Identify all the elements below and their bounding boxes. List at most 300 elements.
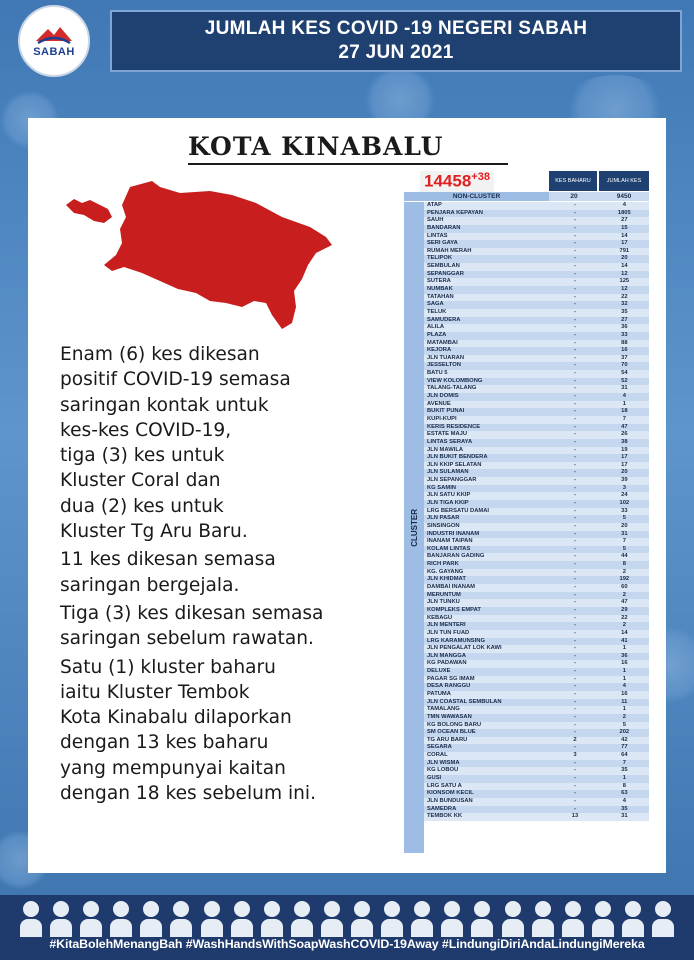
person-figure-icon	[592, 901, 614, 937]
cluster-new-cases: -	[574, 301, 576, 308]
table-row	[424, 508, 649, 516]
cluster-new-cases: -	[574, 675, 576, 682]
total-new-cases: +38	[471, 171, 490, 183]
cluster-name: JLN COASTAL SEMBULAN	[427, 698, 502, 705]
cluster-total-cases: 22	[621, 614, 628, 621]
table-row	[424, 569, 649, 577]
table-row	[424, 691, 649, 699]
cluster-name: LINTAS	[427, 232, 448, 239]
table-row	[424, 553, 649, 561]
cluster-total-cases: 202	[619, 729, 630, 736]
health-workers-figures-icon	[20, 895, 674, 937]
cluster-new-cases: -	[574, 492, 576, 499]
cluster-new-cases: -	[574, 324, 576, 331]
cluster-name: RUMAH MERAH	[427, 247, 472, 254]
cluster-total-cases: 44	[621, 553, 628, 560]
cluster-name: RICH PARK	[427, 561, 459, 568]
cluster-new-cases: -	[574, 545, 576, 552]
table-row	[424, 706, 649, 714]
cluster-total-cases: 8	[622, 561, 626, 568]
cluster-name: DAMBAI INANAM	[427, 584, 475, 591]
table-row	[424, 607, 649, 615]
total-cases	[420, 171, 494, 192]
cluster-total-cases: 33	[621, 331, 628, 338]
kota-kinabalu-map-icon	[60, 173, 360, 333]
table-row	[424, 362, 649, 370]
cluster-new-cases: -	[574, 538, 576, 545]
cluster-name: ESTATE MAJU	[427, 431, 468, 438]
cluster-name: JLN PASAR	[427, 515, 460, 522]
cluster-name: KG PADAWAN	[427, 660, 467, 667]
cluster-new-cases: -	[574, 713, 576, 720]
table-row	[424, 408, 649, 416]
cluster-new-cases: -	[574, 606, 576, 613]
table-row	[424, 592, 649, 600]
cluster-total-cases: 31	[621, 813, 628, 820]
cluster-name: TALANG-TALANG	[427, 385, 477, 392]
table-row	[424, 202, 649, 210]
cluster-name: SAMEDRA	[427, 805, 457, 812]
table-row	[424, 546, 649, 554]
cluster-name: SEMBULAN	[427, 263, 460, 270]
table-row	[424, 492, 649, 500]
cluster-side-label	[404, 202, 424, 853]
person-figure-icon	[622, 901, 644, 937]
cluster-total-cases: 47	[621, 599, 628, 606]
district-panel	[28, 118, 666, 873]
cluster-total-cases: 63	[621, 790, 628, 797]
cluster-total-cases: 1	[622, 775, 626, 782]
cluster-total-cases: 35	[621, 805, 628, 812]
cluster-new-cases: -	[574, 263, 576, 270]
table-row	[424, 515, 649, 523]
table-row	[424, 599, 649, 607]
cluster-new-cases: -	[574, 744, 576, 751]
person-figure-icon	[441, 901, 463, 937]
cluster-name: JLN MAWILA	[427, 446, 464, 453]
cluster-name: SAGA	[427, 301, 444, 308]
cluster-total-cases: 35	[621, 308, 628, 315]
person-figure-icon	[201, 901, 223, 937]
non-cluster-row	[404, 192, 649, 201]
table-row	[424, 278, 649, 286]
cluster-name: KEJORA	[427, 347, 452, 354]
person-figure-icon	[231, 901, 253, 937]
person-figure-icon	[652, 901, 674, 937]
cluster-name: KUPI-KUPI	[427, 415, 457, 422]
table-row	[424, 347, 649, 355]
table-row	[424, 447, 649, 455]
cluster-new-cases: -	[574, 797, 576, 804]
cluster-name: TMN WAWASAN	[427, 713, 472, 720]
cluster-name: PATUMA	[427, 691, 451, 697]
cluster-name: SINSINGON	[427, 522, 460, 529]
cluster-total-cases: 1805	[617, 209, 631, 216]
table-row	[424, 332, 649, 340]
cluster-total-cases: 2	[622, 568, 626, 575]
cluster-new-cases: -	[574, 652, 576, 659]
cluster-new-cases: -	[574, 202, 576, 208]
table-row	[424, 615, 649, 623]
cluster-new-cases: -	[574, 278, 576, 285]
table-row	[424, 217, 649, 225]
cluster-total-cases: 8	[622, 782, 626, 789]
table-row	[424, 653, 649, 661]
cluster-new-cases: -	[574, 683, 576, 690]
cluster-total-cases: 20	[621, 522, 628, 529]
cluster-total-cases: 791	[619, 247, 630, 254]
cluster-name: KEBAGU	[427, 614, 453, 621]
cluster-total-cases: 16	[621, 691, 628, 697]
cluster-new-cases: -	[574, 729, 576, 736]
cluster-new-cases: -	[574, 400, 576, 407]
cluster-total-cases: 14	[621, 232, 628, 239]
cluster-name: BANJARAN GADING	[427, 553, 485, 560]
cluster-name: SEGARA	[427, 744, 452, 751]
cluster-new-cases: -	[574, 698, 576, 705]
cluster-new-cases: 3	[573, 752, 577, 759]
person-figure-icon	[321, 901, 343, 937]
cluster-name: PENJARA KEPAYAN	[427, 209, 483, 216]
cluster-total-cases: 4	[622, 393, 626, 400]
cluster-new-cases: -	[574, 645, 576, 652]
cluster-name: JLN PENGALAT LOK KAWI	[427, 645, 502, 652]
person-figure-icon	[532, 901, 554, 937]
cluster-new-cases: -	[574, 576, 576, 583]
cluster-name: KOLAM LINTAS	[427, 545, 471, 552]
cluster-new-cases: -	[574, 599, 576, 606]
cluster-new-cases: -	[574, 270, 576, 277]
cluster-new-cases: -	[574, 255, 576, 262]
cluster-total-cases: 39	[621, 477, 628, 484]
cluster-new-cases: -	[574, 553, 576, 560]
cluster-name: TELUK	[427, 308, 447, 315]
cluster-total-cases: 3	[622, 484, 626, 491]
cluster-table	[424, 202, 649, 821]
cluster-new-cases: -	[574, 584, 576, 591]
cluster-total-cases: 1	[622, 675, 626, 682]
total-cases-value: 14458	[424, 171, 472, 191]
cluster-total-cases: 17	[621, 461, 628, 468]
table-row	[424, 790, 649, 798]
table-row	[424, 462, 649, 470]
cluster-name: JLN TUN FUAD	[427, 629, 470, 636]
cluster-new-cases: -	[574, 354, 576, 361]
cluster-new-cases: -	[574, 415, 576, 422]
cluster-name: JLN BUNDUSAN	[427, 797, 473, 804]
cluster-name: DELUXE	[427, 668, 451, 675]
cluster-total-cases: 38	[621, 438, 628, 445]
cluster-name: INDUSTRI INANAM	[427, 530, 480, 537]
cluster-total-cases: 24	[621, 492, 628, 499]
cluster-total-cases: 192	[619, 576, 630, 583]
table-row	[424, 416, 649, 424]
cluster-new-cases: -	[574, 614, 576, 621]
cluster-name: JLN KHIDMAT	[427, 576, 466, 583]
cluster-total-cases: 7	[622, 415, 626, 422]
cluster-total-cases: 17	[621, 240, 628, 247]
cluster-total-cases: 42	[621, 736, 628, 743]
person-figure-icon	[502, 901, 524, 937]
table-row	[424, 378, 649, 386]
person-figure-icon	[291, 901, 313, 937]
cluster-name: PAGAR SG IMAM	[427, 675, 475, 682]
cluster-name: SM OCEAN BLUE	[427, 729, 476, 736]
cluster-name: TAMALANG	[427, 706, 460, 713]
cluster-total-cases: 1	[622, 706, 626, 713]
cluster-total-cases: 4	[622, 797, 626, 804]
cluster-total-cases: 88	[621, 339, 628, 346]
cluster-new-cases: -	[574, 759, 576, 766]
table-row	[424, 431, 649, 439]
cluster-name: KG SAMIN	[427, 484, 456, 491]
cluster-total-cases: 15	[621, 224, 628, 231]
cluster-name: JLN BUKIT BENDERA	[427, 454, 488, 461]
table-row	[424, 722, 649, 730]
column-header-new-cases: KES BAHARU	[549, 171, 597, 191]
cluster-name: MATAMBAI	[427, 339, 458, 346]
cluster-total-cases: 2	[622, 713, 626, 720]
cluster-new-cases: -	[574, 370, 576, 377]
table-row	[424, 760, 649, 768]
table-row	[424, 248, 649, 256]
cluster-total-cases: 27	[621, 217, 628, 224]
cluster-total-cases: 22	[621, 293, 628, 300]
cluster-name: JESSELTON	[427, 362, 461, 369]
table-row	[424, 531, 649, 539]
cluster-name: KOMPLEKS EMPAT	[427, 606, 481, 613]
cluster-new-cases: -	[574, 423, 576, 430]
person-figure-icon	[80, 901, 102, 937]
cluster-new-cases: -	[574, 209, 576, 216]
table-row	[424, 263, 649, 271]
cluster-new-cases: 13	[571, 813, 579, 820]
cluster-name: VIEW KOLOMBONG	[427, 377, 483, 384]
cluster-name: DESA RANGGU	[427, 683, 471, 690]
cluster-total-cases: 27	[621, 316, 628, 323]
table-row	[424, 301, 649, 309]
cluster-total-cases: 64	[621, 752, 628, 759]
cluster-total-cases: 12	[621, 286, 628, 293]
district-title: KOTA KINABALU	[188, 132, 444, 161]
cluster-new-cases: -	[574, 790, 576, 797]
cluster-total-cases: 33	[621, 507, 628, 514]
table-row	[424, 210, 649, 218]
cluster-name: NUMBAK	[427, 286, 453, 293]
table-row	[424, 638, 649, 646]
table-row	[424, 737, 649, 745]
cluster-label: CLUSTER	[409, 508, 419, 547]
page-header	[110, 10, 682, 72]
cluster-new-cases: -	[574, 522, 576, 529]
table-row	[424, 225, 649, 233]
cluster-new-cases: -	[574, 622, 576, 629]
description-paragraph: Enam (6) kes dikesan positif COVID-19 semasa saringan kontak untuk kes-kes COVID-19, tiga (3) kes untuk Kluster Coral dan dua (2) kes untuk Kluster Tg Aru Baru.	[60, 344, 291, 543]
table-row	[424, 370, 649, 378]
cluster-name: SAMUDERA	[427, 316, 461, 323]
cluster-total-cases: 14	[621, 263, 628, 270]
cluster-new-cases: -	[574, 637, 576, 644]
table-row	[424, 683, 649, 691]
table-row	[424, 798, 649, 806]
cluster-name: SUTERA	[427, 278, 451, 285]
cluster-total-cases: 16	[621, 660, 628, 667]
table-row	[424, 813, 649, 821]
table-row	[424, 401, 649, 409]
table-row	[424, 622, 649, 630]
cluster-new-cases: -	[574, 240, 576, 247]
cluster-name: LRG KARAMUNSING	[427, 637, 485, 644]
cluster-total-cases: 37	[621, 354, 628, 361]
title-underline	[188, 163, 508, 165]
person-figure-icon	[20, 901, 42, 937]
cluster-name: SAUH	[427, 217, 444, 224]
cluster-total-cases: 32	[621, 301, 628, 308]
description-paragraph: Satu (1) kluster baharu iaitu Kluster Tembok Kota Kinabalu dilaporkan dengan 13 kes baharu yang mempunyai kaitan dengan 18 kes sebelum ini.	[60, 656, 316, 805]
cluster-total-cases: 102	[619, 499, 630, 506]
cluster-name: PLAZA	[427, 331, 447, 338]
cluster-total-cases: 31	[621, 530, 628, 537]
cluster-total-cases: 5	[622, 721, 626, 728]
cluster-total-cases: 70	[621, 362, 628, 369]
cluster-name: JLN TIGA KKIP	[427, 499, 469, 506]
cluster-new-cases: -	[574, 477, 576, 484]
cluster-total-cases: 36	[621, 652, 628, 659]
cluster-total-cases: 7	[622, 759, 626, 766]
table-row	[424, 477, 649, 485]
cluster-new-cases: 2	[573, 736, 577, 743]
table-row	[424, 806, 649, 814]
table-row	[424, 714, 649, 722]
cluster-total-cases: 4	[622, 683, 626, 690]
cluster-new-cases: -	[574, 530, 576, 537]
cluster-name: AVENUE	[427, 400, 451, 407]
person-figure-icon	[381, 901, 403, 937]
table-row	[424, 500, 649, 508]
table-row	[424, 752, 649, 760]
cluster-total-cases: 18	[621, 408, 628, 415]
person-figure-icon	[471, 901, 493, 937]
table-row	[424, 309, 649, 317]
person-figure-icon	[140, 901, 162, 937]
table-row	[424, 233, 649, 241]
table-row	[424, 729, 649, 737]
cluster-name: TATAHAN	[427, 293, 454, 300]
logo	[18, 5, 90, 77]
cluster-name: JLN SULAMAN	[427, 469, 469, 476]
cluster-total-cases: 14	[621, 629, 628, 636]
table-row	[424, 439, 649, 447]
cluster-name: BANDARAN	[427, 224, 461, 231]
cluster-name: SERI GAYA	[427, 240, 458, 247]
cluster-new-cases: -	[574, 461, 576, 468]
cluster-new-cases: -	[574, 217, 576, 224]
table-row	[424, 767, 649, 775]
sabah-health-logo-icon	[34, 25, 74, 45]
non-cluster-label: NON-CLUSTER	[404, 192, 549, 201]
cluster-total-cases: 20	[621, 469, 628, 476]
cluster-new-cases: -	[574, 561, 576, 568]
cluster-new-cases: -	[574, 446, 576, 453]
cluster-new-cases: -	[574, 591, 576, 598]
table-row	[424, 454, 649, 462]
cluster-name: JLN WISMA	[427, 759, 460, 766]
table-row	[424, 561, 649, 569]
table-row	[424, 271, 649, 279]
person-figure-icon	[351, 901, 373, 937]
table-row	[424, 355, 649, 363]
cluster-name: KIONSOM KECIL	[427, 790, 474, 797]
table-row	[424, 744, 649, 752]
logo-text: SABAH	[33, 45, 75, 58]
cluster-new-cases: -	[574, 782, 576, 789]
cluster-total-cases: 60	[621, 584, 628, 591]
cluster-new-cases: -	[574, 668, 576, 675]
cluster-total-cases: 5	[622, 545, 626, 552]
cluster-new-cases: -	[574, 408, 576, 415]
table-row	[424, 324, 649, 332]
cluster-name: KG. GAYANG	[427, 568, 464, 575]
cluster-total-cases: 77	[621, 744, 628, 751]
cluster-name: SEPANGGAR	[427, 270, 464, 277]
cluster-name: JLN TUARAN	[427, 354, 465, 361]
cluster-total-cases: 2	[622, 622, 626, 629]
cluster-total-cases: 47	[621, 423, 628, 430]
cluster-new-cases: -	[574, 691, 576, 697]
person-figure-icon	[261, 901, 283, 937]
cluster-total-cases: 12	[621, 270, 628, 277]
header-date: 27 JUN 2021	[338, 42, 454, 63]
cluster-new-cases: -	[574, 393, 576, 400]
cluster-name: MERUNTUM	[427, 591, 461, 598]
cluster-new-cases: -	[574, 438, 576, 445]
table-row	[424, 286, 649, 294]
cluster-new-cases: -	[574, 660, 576, 667]
cluster-total-cases: 7	[622, 538, 626, 545]
cluster-new-cases: -	[574, 347, 576, 354]
cluster-new-cases: -	[574, 767, 576, 774]
table-row	[424, 538, 649, 546]
cluster-name: BUKIT PUNAI	[427, 408, 465, 415]
table-row	[424, 668, 649, 676]
table-row	[424, 424, 649, 432]
cluster-new-cases: -	[574, 293, 576, 300]
cluster-name: CORAL	[427, 752, 448, 759]
cluster-name: JLN SATU KKIP	[427, 492, 471, 499]
cluster-new-cases: -	[574, 385, 576, 392]
table-row	[424, 469, 649, 477]
table-row	[424, 485, 649, 493]
cluster-new-cases: -	[574, 247, 576, 254]
person-figure-icon	[110, 901, 132, 937]
cluster-new-cases: -	[574, 339, 576, 346]
cluster-name: LRG BERSATU DAMAI	[427, 507, 490, 514]
cluster-total-cases: 52	[621, 377, 628, 384]
case-description	[60, 342, 390, 809]
cluster-total-cases: 20	[621, 255, 628, 262]
table-row	[424, 660, 649, 668]
table-row	[424, 393, 649, 401]
table-row	[424, 240, 649, 248]
table-row	[424, 385, 649, 393]
cluster-new-cases: -	[574, 629, 576, 636]
cluster-total-cases: 1	[622, 668, 626, 675]
table-row	[424, 294, 649, 302]
cluster-new-cases: -	[574, 308, 576, 315]
cluster-name: TELIPOK	[427, 255, 453, 262]
person-figure-icon	[170, 901, 192, 937]
cluster-new-cases: -	[574, 706, 576, 713]
